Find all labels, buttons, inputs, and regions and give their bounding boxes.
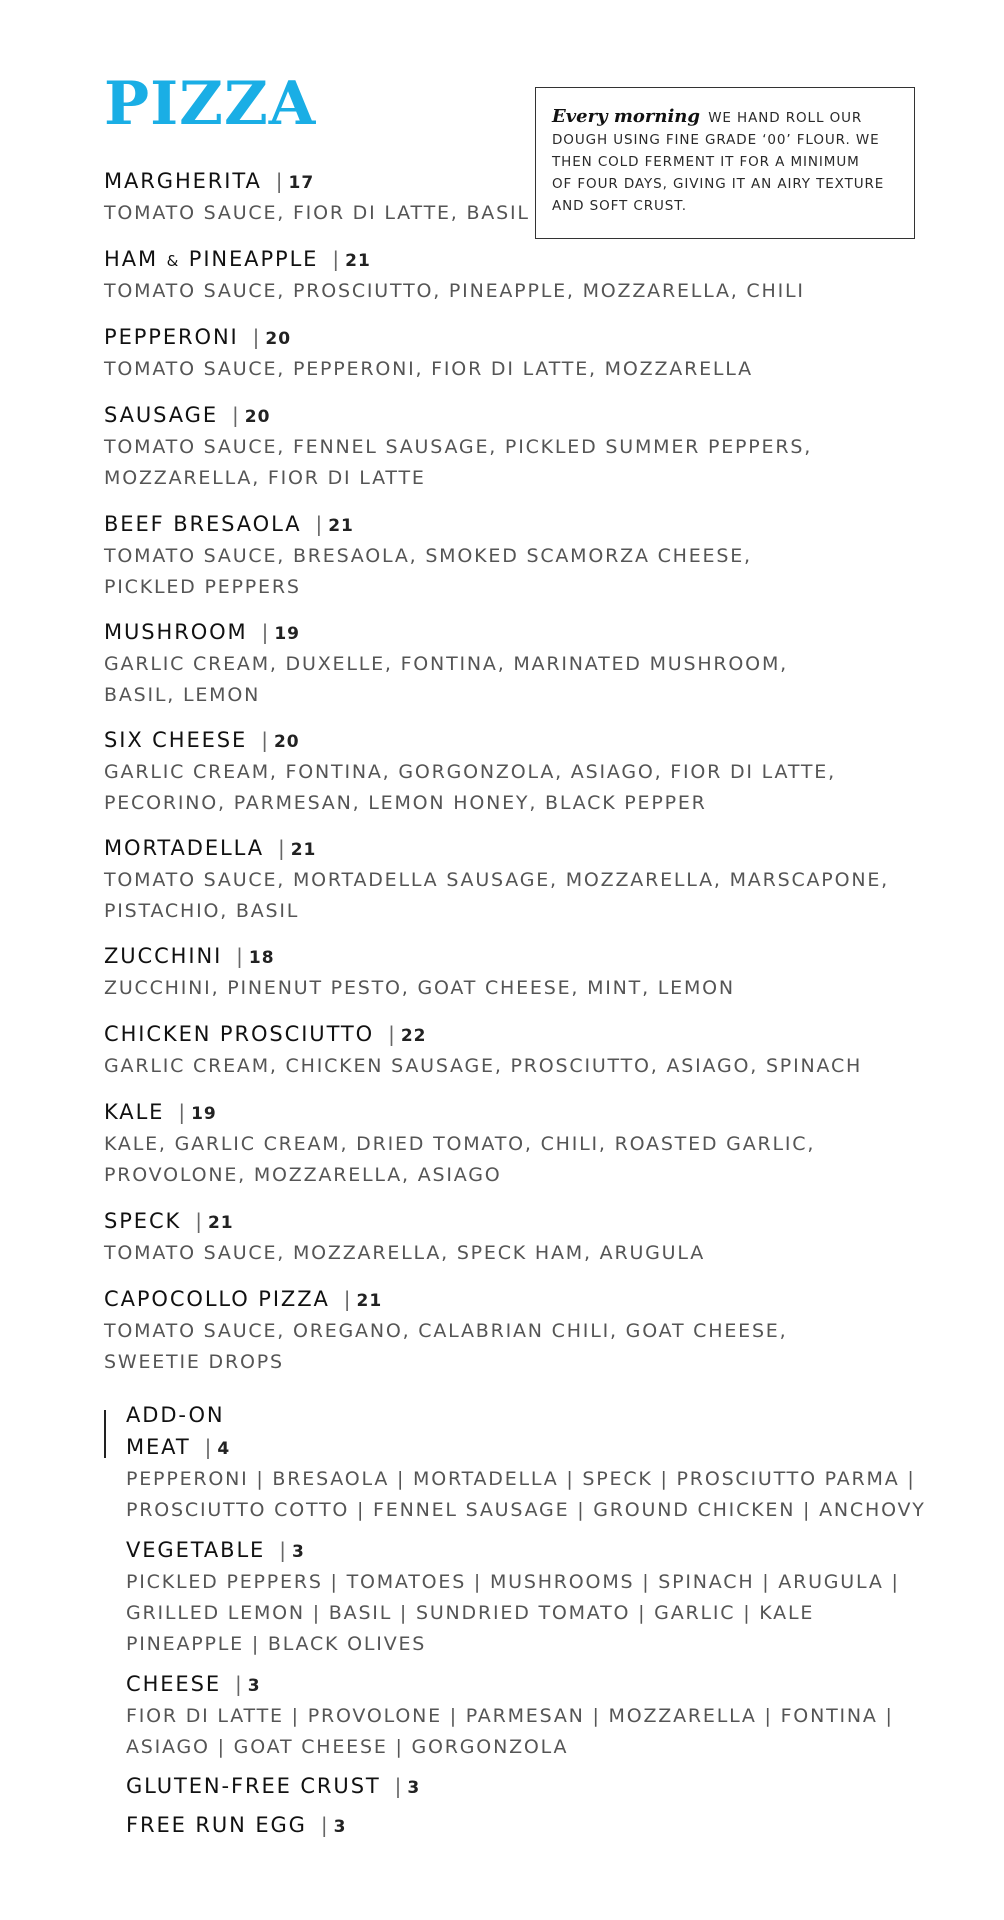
- item-name: MUSHROOM: [104, 620, 248, 644]
- price-divider: |: [275, 169, 283, 193]
- addon-options: PICKLED PEPPERS | TOMATOES | MUSHROOMS | SPINACH | ARUGULA |: [126, 1571, 900, 1593]
- addon-price: 4: [217, 1439, 231, 1459]
- note-line: AND SOFT CRUST.: [552, 198, 687, 214]
- menu-item-margherita: [104, 166, 530, 229]
- price-divider: |: [343, 1287, 351, 1311]
- item-price: 20: [244, 407, 271, 427]
- addon-name: MEAT: [126, 1435, 191, 1459]
- addon-gluten-free-crust: [126, 1771, 420, 1803]
- item-price: 20: [265, 329, 292, 349]
- price-divider: |: [204, 1435, 212, 1459]
- menu-item-capocollo-pizza: [104, 1284, 787, 1378]
- addon-price: 3: [407, 1778, 421, 1798]
- addon-free-run-egg: [126, 1810, 346, 1842]
- menu-item-sausage: [104, 400, 812, 494]
- dough-note-box: [535, 87, 915, 239]
- item-name: CAPOCOLLO PIZZA: [104, 1287, 330, 1311]
- price-divider: |: [252, 325, 260, 349]
- price-divider: |: [235, 1672, 242, 1696]
- addon-cheese: [126, 1669, 894, 1763]
- item-price: 21: [207, 1213, 234, 1233]
- item-name: [104, 247, 318, 271]
- menu-item-mortadella: [104, 833, 889, 927]
- price-divider: |: [394, 1774, 402, 1798]
- addon-rule: [104, 1410, 106, 1458]
- note-line: DOUGH USING FINE GRADE ‘00’ FLOUR. WE: [552, 132, 880, 148]
- menu-item-chicken-prosciutto: [104, 1019, 862, 1082]
- item-price: 22: [400, 1026, 427, 1046]
- item-price: 21: [290, 840, 317, 860]
- item-description: TOMATO SAUCE, PEPPERONI, FIOR DI LATTE, MOZZARELLA: [104, 358, 753, 380]
- menu-item-zucchini: [104, 941, 735, 1004]
- menu-item-beef-bresaola: [104, 509, 752, 603]
- item-description: ZUCCHINI, PINENUT PESTO, GOAT CHEESE, MINT, LEMON: [104, 977, 735, 999]
- item-name: CHICKEN PROSCIUTTO: [104, 1022, 375, 1046]
- item-price: 20: [273, 732, 300, 752]
- item-price: 17: [288, 173, 315, 193]
- price-divider: |: [195, 1209, 202, 1233]
- price-divider: |: [261, 728, 268, 752]
- item-name: PEPPERONI: [104, 325, 239, 349]
- item-description: TOMATO SAUCE, PROSCIUTTO, PINEAPPLE, MOZZARELLA, CHILI: [104, 280, 805, 302]
- addon-options: PINEAPPLE | BLACK OLIVES: [126, 1633, 427, 1655]
- note-line: THEN COLD FERMENT IT FOR A MINIMUM: [552, 154, 860, 170]
- item-description: PISTACHIO, BASIL: [104, 900, 300, 922]
- addon-vegetable: [126, 1535, 900, 1660]
- note-lead: Every morning: [552, 106, 700, 127]
- menu-item-pepperoni: [104, 322, 753, 385]
- item-description: TOMATO SAUCE, BRESAOLA, SMOKED SCAMORZA CHEESE,: [104, 545, 752, 567]
- item-description: GARLIC CREAM, FONTINA, GORGONZOLA, ASIAGO, FIOR DI LATTE,: [104, 761, 836, 783]
- price-divider: |: [277, 836, 285, 860]
- addon-price: 3: [247, 1676, 261, 1696]
- price-divider: |: [236, 944, 243, 968]
- menu-item-six-cheese: [104, 725, 836, 819]
- item-price: 21: [356, 1291, 383, 1311]
- addon-meat: [126, 1432, 926, 1526]
- item-description: PECORINO, PARMESAN, LEMON HONEY, BLACK PEPPER: [104, 792, 707, 814]
- note-line: WE HAND ROLL OUR: [708, 110, 863, 126]
- price-divider: |: [279, 1538, 286, 1562]
- item-name-part: HAM: [104, 247, 158, 271]
- addon-options: ASIAGO | GOAT CHEESE | GORGONZOLA: [126, 1736, 569, 1758]
- addon-options: FIOR DI LATTE | PROVOLONE | PARMESAN | MOZZARELLA | FONTINA |: [126, 1705, 894, 1727]
- page-title: PIZZA: [104, 69, 317, 139]
- item-price: 19: [191, 1104, 217, 1124]
- addon-price: 3: [333, 1817, 347, 1837]
- item-name: KALE: [104, 1100, 165, 1124]
- item-name: SIX CHEESE: [104, 728, 248, 752]
- item-description: GARLIC CREAM, DUXELLE, FONTINA, MARINATED MUSHROOM,: [104, 653, 788, 675]
- note-line: OF FOUR DAYS, GIVING IT AN AIRY TEXTURE: [552, 176, 885, 192]
- addon-options: GRILLED LEMON | BASIL | SUNDRIED TOMATO | GARLIC | KALE: [126, 1602, 815, 1624]
- item-price: 19: [274, 624, 301, 644]
- addon-options: PEPPERONI | BRESAOLA | MORTADELLA | SPECK | PROSCIUTTO PARMA |: [126, 1468, 916, 1490]
- price-divider: |: [178, 1100, 186, 1124]
- item-name: ZUCCHINI: [104, 944, 223, 968]
- item-name: SAUSAGE: [104, 403, 219, 427]
- addon-name: CHEESE: [126, 1672, 221, 1696]
- item-description: TOMATO SAUCE, MORTADELLA SAUSAGE, MOZZARELLA, MARSCAPONE,: [104, 869, 889, 891]
- menu-item-speck: [104, 1206, 705, 1269]
- addon-heading: ADD-ON: [126, 1403, 225, 1427]
- item-name-part: PINEAPPLE: [188, 247, 319, 271]
- item-description: TOMATO SAUCE, FIOR DI LATTE, BASIL: [104, 202, 530, 224]
- price-divider: |: [232, 403, 239, 427]
- menu-item-ham-pineapple: [104, 244, 805, 307]
- price-divider: |: [261, 620, 269, 644]
- addon-name: GLUTEN-FREE CRUST: [126, 1774, 381, 1798]
- item-description: TOMATO SAUCE, MOZZARELLA, SPECK HAM, ARUGULA: [104, 1242, 706, 1264]
- item-description: MOZZARELLA, FIOR DI LATTE: [104, 467, 426, 489]
- addon-name: VEGETABLE: [126, 1538, 266, 1562]
- addon-options: PROSCIUTTO COTTO | FENNEL SAUSAGE | GROUND CHICKEN | ANCHOVY: [126, 1499, 926, 1521]
- menu-item-mushroom: [104, 617, 788, 711]
- item-description: SWEETIE DROPS: [104, 1351, 284, 1373]
- item-description: GARLIC CREAM, CHICKEN SAUSAGE, PROSCIUTTO, ASIAGO, SPINACH: [104, 1055, 863, 1077]
- item-description: PICKLED PEPPERS: [104, 576, 301, 598]
- addon-name: FREE RUN EGG: [126, 1813, 307, 1837]
- item-description: PROVOLONE, MOZZARELLA, ASIAGO: [104, 1164, 502, 1186]
- item-description: BASIL, LEMON: [104, 684, 261, 706]
- item-name: SPECK: [104, 1209, 182, 1233]
- item-price: 18: [248, 948, 275, 968]
- item-name: MARGHERITA: [104, 169, 262, 193]
- price-divider: |: [388, 1022, 395, 1046]
- item-description: TOMATO SAUCE, OREGANO, CALABRIAN CHILI, GOAT CHEESE,: [104, 1320, 788, 1342]
- price-divider: |: [332, 247, 340, 271]
- item-name: MORTADELLA: [104, 836, 264, 860]
- item-description: TOMATO SAUCE, FENNEL SAUSAGE, PICKLED SUMMER PEPPERS,: [104, 436, 813, 458]
- item-price: 21: [328, 516, 354, 536]
- price-divider: |: [315, 512, 323, 536]
- item-description: KALE, GARLIC CREAM, DRIED TOMATO, CHILI, ROASTED GARLIC,: [104, 1133, 816, 1155]
- item-price: 21: [345, 251, 371, 271]
- ampersand: &: [166, 252, 181, 270]
- menu-item-kale: [104, 1097, 815, 1191]
- addon-price: 3: [291, 1542, 305, 1562]
- item-name: BEEF BRESAOLA: [104, 512, 302, 536]
- price-divider: |: [320, 1813, 328, 1837]
